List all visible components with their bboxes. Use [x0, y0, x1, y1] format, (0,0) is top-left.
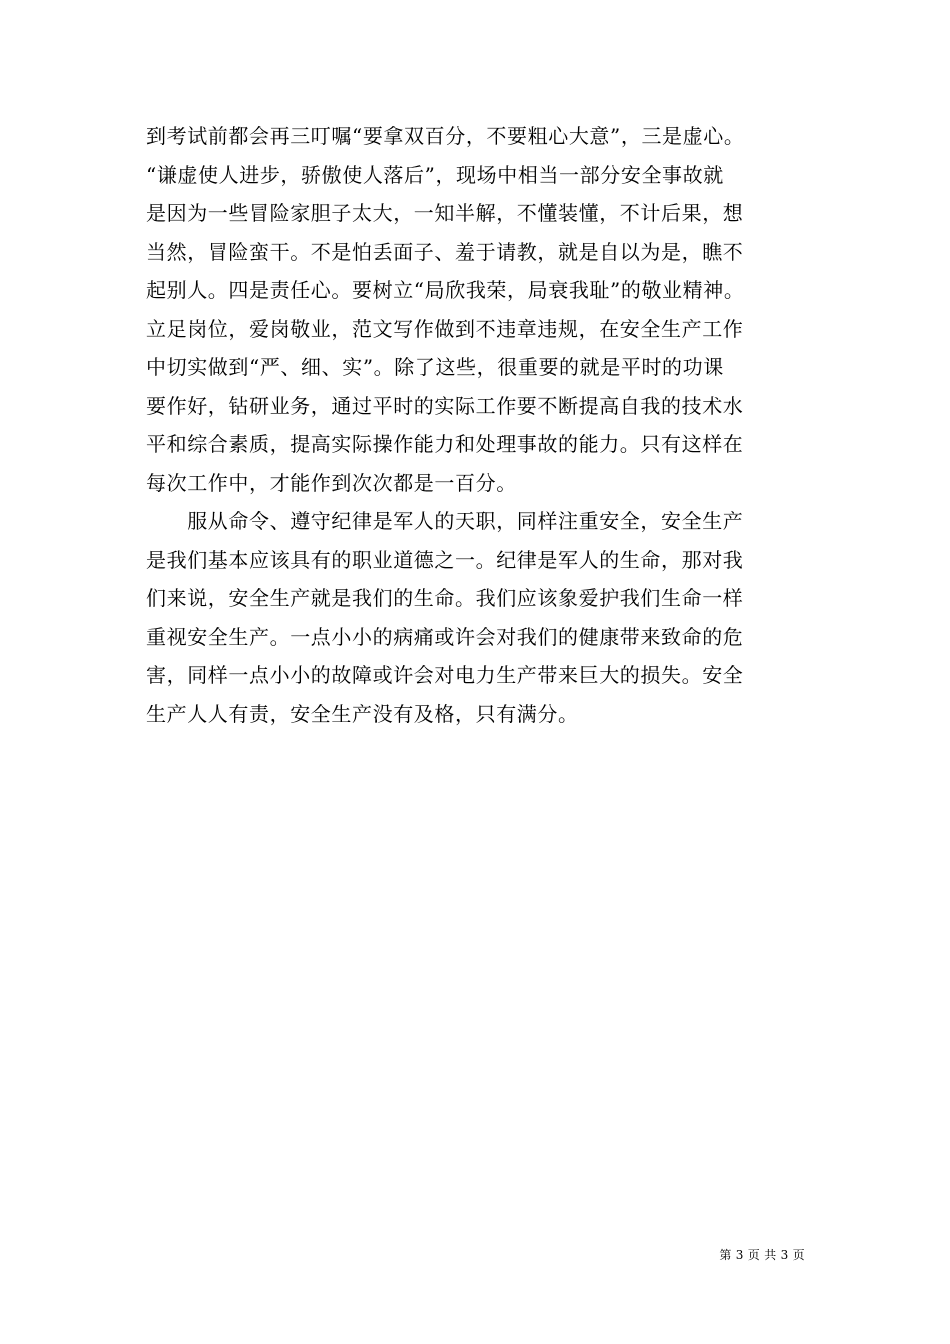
text-line: 生产人人有责，安全生产没有及格，只有满分。	[146, 701, 579, 726]
text-line: 每次工作中，才能作到次次都是一百分。	[146, 470, 517, 495]
text-line: 是我们基本应该具有的职业道德之一。纪律是军人的生命，那对我	[146, 547, 744, 572]
body-text	[146, 117, 816, 733]
text-line: 到考试前都会再三叮嘱“要拿双百分，不要粗心大意”，三是虚心。	[146, 124, 745, 148]
page-footer	[719, 1247, 805, 1263]
text-line: 中切实做到“严、细、实”。除了这些，很重要的就是平时的功课	[146, 355, 724, 379]
text-line: “谦虚使人进步，骄傲使人落后”，现场中相当一部分安全事故就	[146, 162, 724, 187]
text-line: 们来说，安全生产就是我们的生命。我们应该象爱护我们生命一样	[146, 586, 744, 610]
text-line: 要作好，钻研业务，通过平时的实际工作要不断提高自我的技术水	[146, 393, 744, 418]
text-line: 平和综合素质，提高实际操作能力和处理事故的能力。只有这样在	[146, 432, 744, 456]
text-line: 服从命令、遵守纪律是军人的天职，同样注重安全，安全生产	[146, 509, 744, 533]
text-line: 当然，冒险蛮干。不是怕丢面子、羞于请教，就是自以为是，瞧不	[146, 239, 744, 264]
text-line: 害，同样一点小小的故障或许会对电力生产带来巨大的损失。安全	[146, 663, 744, 687]
text-line: 是因为一些冒险家胆子太大，一知半解，不懂装懂，不计后果，想	[146, 201, 744, 225]
text-line: 重视安全生产。一点小小的病痛或许会对我们的健康带来致命的危	[146, 624, 744, 649]
text-line: 起别人。四是责任心。要树立“局欣我荣，局衰我耻”的敬业精神。	[146, 278, 745, 302]
page-number: 第 3 页 共 3 页	[719, 1248, 805, 1262]
text-line: 立足岗位，爱岗敬业，范文写作做到不违章违规，在安全生产工作	[146, 316, 744, 341]
